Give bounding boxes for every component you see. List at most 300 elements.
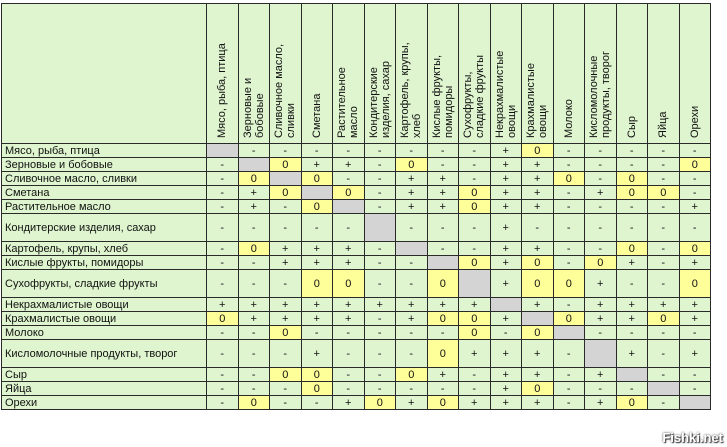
compatibility-cell: - [585, 144, 617, 158]
compatibility-cell: - [616, 158, 648, 172]
column-header [364, 4, 396, 144]
compatibility-cell: - [396, 326, 428, 340]
table-row [2, 312, 711, 326]
diagonal-cell [301, 186, 333, 200]
column-header [490, 4, 522, 144]
compatibility-cell: - [364, 200, 396, 214]
compatibility-cell: - [648, 144, 680, 158]
compatibility-cell: - [679, 368, 711, 382]
compatibility-cell: - [679, 144, 711, 158]
compatibility-cell: + [396, 396, 428, 410]
compatibility-cell: - [553, 186, 585, 200]
compatibility-cell: 0 [301, 382, 333, 396]
diagonal-cell [427, 256, 459, 270]
column-header-label: Сухофрукты, сладкие фрукты [462, 54, 487, 138]
row-header: Кисломолочные продукты, творог [2, 340, 207, 368]
compatibility-cell: + [490, 396, 522, 410]
row-header: Зерновые и бобовые [2, 158, 207, 172]
compatibility-cell: - [427, 382, 459, 396]
compatibility-cell: - [396, 340, 428, 368]
compatibility-cell: + [207, 298, 239, 312]
compatibility-cell: + [301, 158, 333, 172]
compatibility-cell: + [490, 172, 522, 186]
compatibility-cell: + [396, 172, 428, 186]
compatibility-cell: - [396, 382, 428, 396]
compatibility-cell: 0 [522, 382, 554, 396]
row-header: Некрахмалистые овощи [2, 298, 207, 312]
compatibility-cell: - [364, 326, 396, 340]
compatibility-cell: - [459, 172, 491, 186]
compatibility-cell: - [648, 172, 680, 186]
compatibility-cell: + [301, 340, 333, 368]
watermark: Fishki.net [662, 430, 723, 445]
compatibility-cell: - [427, 214, 459, 242]
compatibility-cell: 0 [427, 340, 459, 368]
compatibility-cell: - [553, 382, 585, 396]
column-header-label: Крахмалистые овощи [525, 63, 550, 138]
compatibility-cell: - [333, 214, 365, 242]
compatibility-cell: - [207, 256, 239, 270]
compatibility-cell: 0 [522, 256, 554, 270]
compatibility-cell: + [585, 298, 617, 312]
row-header: Кондитерские изделия, сахар [2, 214, 207, 242]
compatibility-cell: + [490, 144, 522, 158]
compatibility-cell: - [616, 382, 648, 396]
diagonal-cell [616, 368, 648, 382]
compatibility-cell: - [522, 214, 554, 242]
compatibility-cell: - [459, 144, 491, 158]
compatibility-cell: + [616, 256, 648, 270]
compatibility-cell: - [364, 340, 396, 368]
compatibility-cell: - [364, 382, 396, 396]
column-header-label: Яйца [657, 111, 670, 138]
food-compatibility-table [1, 3, 711, 410]
compatibility-cell: + [238, 312, 270, 326]
compatibility-cell: + [585, 186, 617, 200]
column-header-label: Сыр [625, 116, 638, 138]
compatibility-cell: - [553, 214, 585, 242]
compatibility-cell: 0 [270, 368, 302, 382]
column-header-label: Зерновые и бобовые [241, 77, 266, 138]
compatibility-cell: - [364, 144, 396, 158]
compatibility-cell: 0 [648, 312, 680, 326]
compatibility-cell: 0 [238, 396, 270, 410]
compatibility-cell: - [238, 144, 270, 158]
table-row [2, 270, 711, 298]
table-row [2, 144, 711, 158]
compatibility-cell: - [270, 340, 302, 368]
compatibility-cell: - [270, 200, 302, 214]
compatibility-cell: 0 [301, 270, 333, 298]
column-header-label: Некрахмалистые овощи [493, 50, 518, 138]
compatibility-cell: 0 [553, 270, 585, 298]
compatibility-cell: - [207, 172, 239, 186]
compatibility-cell: + [679, 312, 711, 326]
compatibility-cell: 0 [616, 186, 648, 200]
compatibility-cell: - [585, 172, 617, 186]
column-header [427, 4, 459, 144]
row-header: Сухофрукты, сладкие фрукты [2, 270, 207, 298]
compatibility-cell: - [616, 144, 648, 158]
compatibility-cell: - [333, 326, 365, 340]
compatibility-cell: - [270, 214, 302, 242]
compatibility-cell: + [270, 242, 302, 256]
diagonal-cell [585, 340, 617, 368]
diagonal-cell [553, 326, 585, 340]
table-row [2, 326, 711, 340]
compatibility-cell: + [427, 172, 459, 186]
row-header: Яйца [2, 382, 207, 396]
compatibility-cell: + [522, 340, 554, 368]
compatibility-cell: 0 [459, 256, 491, 270]
compatibility-cell: - [585, 242, 617, 256]
column-header-label: Кондитерские изделия, сахар [367, 61, 392, 138]
compatibility-cell: 0 [396, 368, 428, 382]
compatibility-cell: - [459, 368, 491, 382]
compatibility-cell: - [364, 158, 396, 172]
compatibility-cell: 0 [553, 312, 585, 326]
table-row [2, 186, 711, 200]
compatibility-cell: 0 [648, 186, 680, 200]
table-row [2, 214, 711, 242]
table-row [2, 396, 711, 410]
compatibility-cell: - [679, 382, 711, 396]
column-header [553, 4, 585, 144]
compatibility-cell: + [522, 186, 554, 200]
compatibility-cell: - [585, 200, 617, 214]
row-header: Картофель, крупы, хлеб [2, 242, 207, 256]
compatibility-cell: - [207, 340, 239, 368]
column-header [459, 4, 491, 144]
compatibility-cell: + [238, 200, 270, 214]
compatibility-cell: + [490, 340, 522, 368]
compatibility-cell: + [238, 298, 270, 312]
row-header: Сливочное масло, сливки [2, 172, 207, 186]
compatibility-cell: - [616, 326, 648, 340]
compatibility-cell: + [238, 186, 270, 200]
column-header-label: Молоко [562, 99, 575, 138]
column-header [207, 4, 239, 144]
compatibility-cell: - [238, 256, 270, 270]
compatibility-cell: + [364, 298, 396, 312]
compatibility-cell: 0 [459, 312, 491, 326]
column-header-label: Растительное масло [336, 67, 361, 138]
row-header: Орехи [2, 396, 207, 410]
compatibility-cell: - [648, 214, 680, 242]
diagonal-cell [364, 214, 396, 242]
compatibility-cell: + [648, 298, 680, 312]
compatibility-cell: + [270, 298, 302, 312]
compatibility-cell: + [522, 172, 554, 186]
compatibility-cell: + [490, 256, 522, 270]
compatibility-cell: - [301, 326, 333, 340]
compatibility-cell: - [679, 186, 711, 200]
row-header: Кислые фрукты, помидоры [2, 256, 207, 270]
column-header [648, 4, 680, 144]
compatibility-cell: 0 [616, 396, 648, 410]
column-header-label: Орехи [688, 105, 701, 138]
compatibility-cell: - [553, 340, 585, 368]
compatibility-cell: 0 [679, 270, 711, 298]
column-header [396, 4, 428, 144]
compatibility-cell: - [553, 144, 585, 158]
compatibility-cell: 0 [459, 186, 491, 200]
compatibility-cell: - [616, 214, 648, 242]
compatibility-cell: 0 [679, 158, 711, 172]
compatibility-cell: + [522, 396, 554, 410]
compatibility-cell: - [333, 382, 365, 396]
compatibility-cell: + [427, 298, 459, 312]
compatibility-cell: 0 [270, 158, 302, 172]
compatibility-cell: - [679, 172, 711, 186]
compatibility-cell: + [270, 256, 302, 270]
compatibility-cell: + [301, 298, 333, 312]
column-header-label: Картофель, крупы, хлеб [399, 42, 424, 138]
compatibility-cell: + [427, 186, 459, 200]
column-header [333, 4, 365, 144]
compatibility-cell: + [333, 158, 365, 172]
compatibility-cell: 0 [427, 270, 459, 298]
compatibility-cell: + [301, 312, 333, 326]
row-header: Сыр [2, 368, 207, 382]
compatibility-cell: 0 [553, 172, 585, 186]
compatibility-cell: - [207, 396, 239, 410]
diagonal-cell [522, 312, 554, 326]
compatibility-cell: - [333, 172, 365, 186]
diagonal-cell [490, 298, 522, 312]
compatibility-cell: - [648, 396, 680, 410]
column-header [238, 4, 270, 144]
compatibility-cell: - [238, 326, 270, 340]
compatibility-cell: - [207, 214, 239, 242]
compatibility-cell: 0 [427, 312, 459, 326]
row-header: Сметана [2, 186, 207, 200]
column-header [301, 4, 333, 144]
compatibility-cell: - [207, 326, 239, 340]
column-header-row [2, 4, 711, 144]
compatibility-cell: + [490, 312, 522, 326]
compatibility-cell: - [679, 214, 711, 242]
column-header-label: Кислые фрукты, помидоры [430, 54, 455, 138]
compatibility-cell: - [648, 256, 680, 270]
compatibility-cell: 0 [522, 144, 554, 158]
column-header [270, 4, 302, 144]
compatibility-cell: - [238, 368, 270, 382]
table-row [2, 382, 711, 396]
compatibility-cell: + [333, 298, 365, 312]
compatibility-cell: - [238, 270, 270, 298]
compatibility-cell: - [648, 368, 680, 382]
compatibility-cell: - [585, 326, 617, 340]
compatibility-cell: + [585, 396, 617, 410]
compatibility-cell: + [522, 242, 554, 256]
compatibility-cell: - [553, 200, 585, 214]
compatibility-cell: - [301, 396, 333, 410]
compatibility-cell: + [396, 298, 428, 312]
column-header [522, 4, 554, 144]
compatibility-cell: - [490, 326, 522, 340]
compatibility-cell: - [207, 158, 239, 172]
compatibility-cell: - [585, 214, 617, 242]
compatibility-cell: + [490, 382, 522, 396]
diagonal-cell [459, 270, 491, 298]
compatibility-cell: 0 [459, 326, 491, 340]
compatibility-cell: 0 [616, 242, 648, 256]
compatibility-cell: + [490, 368, 522, 382]
compatibility-cell: - [585, 158, 617, 172]
column-header [616, 4, 648, 144]
diagonal-cell [207, 144, 239, 158]
table-row [2, 298, 711, 312]
compatibility-cell: - [459, 382, 491, 396]
compatibility-cell: - [648, 158, 680, 172]
compatibility-cell: + [490, 158, 522, 172]
row-header: Растительное масло [2, 200, 207, 214]
compatibility-cell: 0 [396, 158, 428, 172]
compatibility-cell: - [207, 382, 239, 396]
compatibility-cell: - [459, 214, 491, 242]
column-header [585, 4, 617, 144]
compatibility-cell: + [333, 242, 365, 256]
compatibility-cell: 0 [427, 396, 459, 410]
compatibility-cell: 0 [238, 242, 270, 256]
compatibility-cell: + [396, 186, 428, 200]
compatibility-cell: - [459, 242, 491, 256]
compatibility-cell: - [648, 270, 680, 298]
compatibility-cell: - [396, 214, 428, 242]
compatibility-cell: + [333, 256, 365, 270]
compatibility-cell: + [301, 256, 333, 270]
compatibility-cell: - [364, 172, 396, 186]
compatibility-cell: - [648, 200, 680, 214]
compatibility-cell: 0 [301, 200, 333, 214]
compatibility-cell: - [427, 326, 459, 340]
compatibility-cell: - [207, 186, 239, 200]
compatibility-cell: - [364, 270, 396, 298]
compatibility-cell: - [427, 144, 459, 158]
compatibility-cell: - [427, 158, 459, 172]
compatibility-cell: - [207, 242, 239, 256]
compatibility-cell: 0 [522, 270, 554, 298]
compatibility-cell: + [522, 298, 554, 312]
compatibility-cell: 0 [333, 270, 365, 298]
compatibility-cell: - [238, 382, 270, 396]
compatibility-cell: - [396, 256, 428, 270]
table-row [2, 340, 711, 368]
diagonal-cell [238, 158, 270, 172]
compatibility-cell: - [270, 144, 302, 158]
compatibility-cell: + [679, 200, 711, 214]
compatibility-cell: - [270, 382, 302, 396]
compatibility-cell: + [270, 312, 302, 326]
table-row [2, 256, 711, 270]
row-header: Крахмалистые овощи [2, 312, 207, 326]
compatibility-cell: 0 [270, 326, 302, 340]
compatibility-cell: + [616, 298, 648, 312]
compatibility-cell: - [364, 242, 396, 256]
compatibility-cell: + [459, 340, 491, 368]
compatibility-cell: + [585, 368, 617, 382]
compatibility-cell: 0 [207, 312, 239, 326]
compatibility-cell: + [427, 368, 459, 382]
compatibility-cell: + [679, 298, 711, 312]
compatibility-cell: - [616, 200, 648, 214]
compatibility-cell: + [333, 396, 365, 410]
compatibility-cell: 0 [616, 172, 648, 186]
compatibility-cell: - [364, 256, 396, 270]
column-header-label: Мясо, рыба, птица [216, 43, 229, 138]
row-header: Мясо, рыба, птица [2, 144, 207, 158]
compatibility-cell: 0 [522, 326, 554, 340]
table-row [2, 200, 711, 214]
compatibility-cell: - [301, 214, 333, 242]
compatibility-cell: + [679, 256, 711, 270]
compatibility-cell: - [364, 368, 396, 382]
compatibility-cell: + [490, 186, 522, 200]
compatibility-cell: + [459, 298, 491, 312]
compatibility-cell: + [490, 242, 522, 256]
compatibility-cell: + [522, 368, 554, 382]
compatibility-cell: - [648, 326, 680, 340]
compatibility-cell: 0 [585, 256, 617, 270]
compatibility-cell: - [553, 396, 585, 410]
compatibility-cell: + [427, 200, 459, 214]
compatibility-cell: - [270, 270, 302, 298]
compatibility-cell: - [553, 242, 585, 256]
compatibility-cell: + [333, 312, 365, 326]
column-header-label: Сливочное масло, сливки [273, 43, 298, 138]
compatibility-cell: + [396, 312, 428, 326]
compatibility-cell: - [585, 382, 617, 396]
compatibility-cell: - [648, 340, 680, 368]
compatibility-cell: 0 [238, 172, 270, 186]
column-header-label: Сметана [310, 93, 323, 138]
compatibility-cell: - [553, 298, 585, 312]
table-row [2, 242, 711, 256]
compatibility-cell: + [616, 340, 648, 368]
compatibility-cell: - [207, 200, 239, 214]
compatibility-cell: + [459, 396, 491, 410]
table-row [2, 158, 711, 172]
compatibility-cell: + [522, 158, 554, 172]
table-row [2, 172, 711, 186]
row-header: Молоко [2, 326, 207, 340]
compatibility-cell: + [522, 200, 554, 214]
compatibility-cell: - [648, 242, 680, 256]
compatibility-cell: + [616, 312, 648, 326]
compatibility-cell: - [679, 326, 711, 340]
compatibility-cell: - [238, 340, 270, 368]
corner-cell [2, 4, 207, 144]
compatibility-cell: 0 [364, 396, 396, 410]
compatibility-cell: + [585, 312, 617, 326]
compatibility-cell: - [553, 256, 585, 270]
compatibility-cell: + [679, 340, 711, 368]
column-header [679, 4, 711, 144]
table-row [2, 368, 711, 382]
compatibility-cell: 0 [301, 172, 333, 186]
compatibility-cell: - [207, 368, 239, 382]
compatibility-cell: - [333, 340, 365, 368]
compatibility-cell: - [270, 396, 302, 410]
compatibility-cell: - [333, 368, 365, 382]
compatibility-cell: 0 [270, 186, 302, 200]
compatibility-cell: - [396, 144, 428, 158]
table-body [2, 144, 711, 410]
compatibility-cell: 0 [459, 200, 491, 214]
compatibility-cell: + [585, 270, 617, 298]
column-header-label: Кисломолочные продукты, творог [588, 51, 613, 138]
